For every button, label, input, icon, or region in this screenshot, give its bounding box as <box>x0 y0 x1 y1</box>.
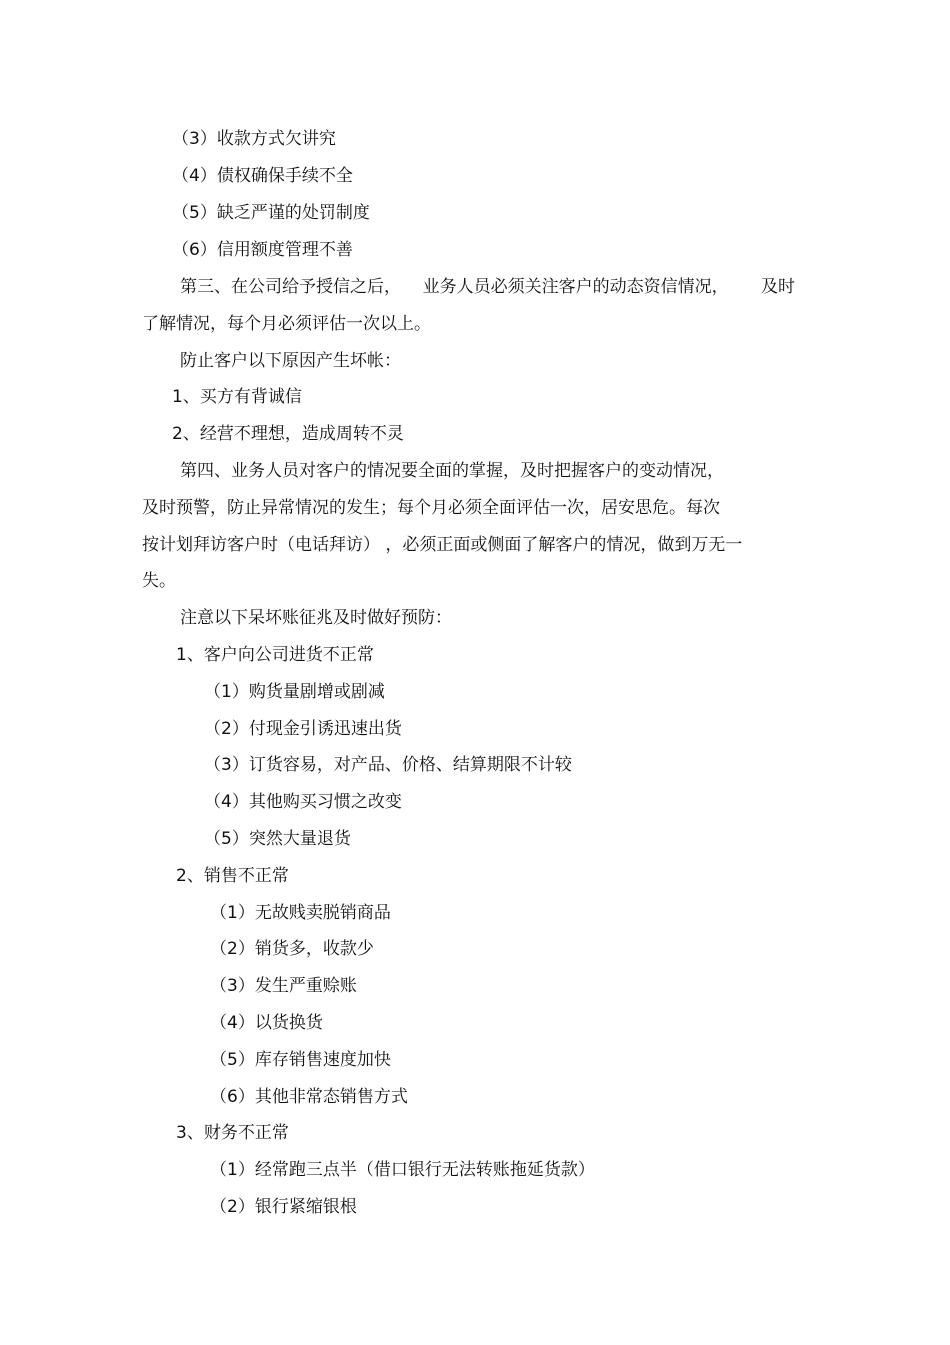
list-item: （5）突然大量退货 <box>204 829 351 849</box>
list-item: （3）订货容易，对产品、价格、结算期限不计较 <box>204 755 572 775</box>
list-item: （1）经常跑三点半（借口银行无法转账拖延货款） <box>210 1160 595 1180</box>
paragraph-line: 按计划拜访客户时（电话拜访） ，必须正面或侧面了解客户的情况，做到万无一 <box>142 535 743 555</box>
list-item: （6）其他非常态销售方式 <box>210 1087 408 1107</box>
list-item: 1、买方有背诚信 <box>172 387 302 407</box>
paragraph-line: 了解情况，每个月必须评估一次以上。 <box>142 314 431 334</box>
list-item: （2）销货多，收款少 <box>210 939 374 959</box>
paragraph-line: 第三、在公司给予授信之后， 业务人员必须关注客户的动态资信情况， 及时 <box>180 277 796 297</box>
list-item: （1）无故贱卖脱销商品 <box>210 903 391 923</box>
list-item: （3）发生严重赊账 <box>210 976 357 996</box>
list-item: （1）购货量剧增或剧减 <box>204 682 385 702</box>
list-item: （2）银行紧缩银根 <box>210 1197 357 1217</box>
list-item: 2、经营不理想，造成周转不灵 <box>172 424 404 444</box>
paragraph-line: 及时预警，防止异常情况的发生；每个月必须全面评估一次，居安思危。每次 <box>142 498 720 518</box>
list-item: （6）信用额度管理不善 <box>172 240 353 260</box>
paragraph-line: 防止客户以下原因产生坏帐： <box>180 351 401 371</box>
list-item: 1、客户向公司进货不正常 <box>176 645 374 665</box>
list-item: （5）缺乏严谨的处罚制度 <box>172 203 370 223</box>
paragraph-line: 第四、业务人员对客户的情况要全面的掌握，及时把握客户的变动情况， <box>180 461 724 481</box>
list-item: 2、销售不正常 <box>176 866 289 886</box>
paragraph-line: 注意以下呆坏账征兆及时做好预防： <box>180 608 452 628</box>
list-item: （3）收款方式欠讲究 <box>172 129 336 149</box>
list-item: （4）债权确保手续不全 <box>172 166 353 186</box>
list-item: （2）付现金引诱迅速出货 <box>204 719 402 739</box>
paragraph-line: 失。 <box>142 571 176 591</box>
list-item: （4）以货换货 <box>210 1013 323 1033</box>
list-item: 3、财务不正常 <box>176 1123 289 1143</box>
list-item: （5）库存销售速度加快 <box>210 1050 391 1070</box>
list-item: （4）其他购买习惯之改变 <box>204 792 402 812</box>
